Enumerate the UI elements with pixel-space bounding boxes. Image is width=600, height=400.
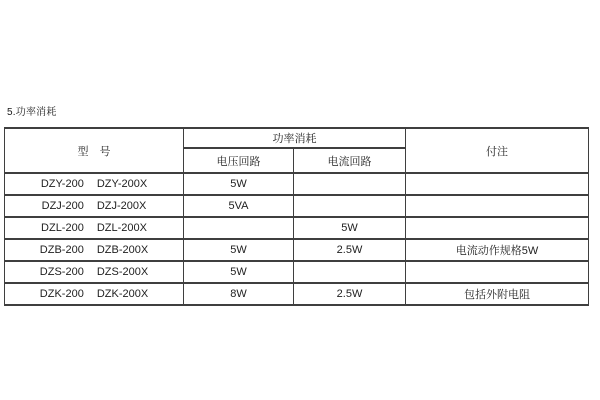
current-cell: 5W — [294, 217, 406, 239]
table-row — [5, 195, 589, 217]
voltage-cell: 5VA — [184, 195, 294, 217]
current-cell — [294, 261, 406, 283]
voltage-cell: 5W — [184, 173, 294, 195]
current-cell — [294, 173, 406, 195]
note-cell — [406, 261, 589, 283]
table-row — [5, 217, 589, 239]
model-variant: DZY-200X — [96, 178, 148, 190]
model-cell — [5, 239, 184, 261]
model-primary: DZB-200 — [39, 244, 84, 256]
note-cell — [406, 173, 589, 195]
voltage-cell — [184, 217, 294, 239]
table-row — [5, 239, 589, 261]
current-cell: 2.5W — [294, 239, 406, 261]
note-cell — [406, 217, 589, 239]
model-variant: DZL-200X — [96, 222, 147, 234]
table-row — [5, 283, 589, 305]
voltage-cell: 5W — [184, 261, 294, 283]
header-model: 型 号 — [5, 128, 184, 173]
header-voltage-circuit: 电压回路 — [184, 148, 294, 173]
model-cell — [5, 283, 184, 305]
model-variant: DZJ-200X — [96, 200, 147, 212]
header-current-circuit: 电流回路 — [294, 148, 406, 173]
model-variant: DZB-200X — [96, 244, 149, 256]
table-row — [5, 173, 589, 195]
model-cell — [5, 217, 184, 239]
section-title: 5.功率消耗 — [7, 107, 57, 118]
table-row — [5, 261, 589, 283]
voltage-cell: 5W — [184, 239, 294, 261]
table-header-row-1 — [5, 128, 589, 148]
model-primary: DZL-200 — [41, 222, 84, 234]
power-consumption-table — [4, 127, 589, 306]
model-primary: DZK-200 — [39, 288, 84, 300]
voltage-cell: 8W — [184, 283, 294, 305]
model-primary: DZY-200 — [40, 178, 84, 190]
model-primary: DZS-200 — [39, 266, 84, 278]
current-cell — [294, 195, 406, 217]
header-power-group: 功率消耗 — [184, 128, 406, 148]
model-variant: DZS-200X — [96, 266, 149, 278]
model-primary: DZJ-200 — [41, 200, 84, 212]
model-variant: DZK-200X — [96, 288, 149, 300]
note-cell: 电流动作规格5W — [406, 239, 589, 261]
note-cell: 包括外附电阻 — [406, 283, 589, 305]
header-note: 付注 — [406, 128, 589, 173]
model-cell — [5, 195, 184, 217]
model-cell — [5, 173, 184, 195]
note-cell — [406, 195, 589, 217]
current-cell: 2.5W — [294, 283, 406, 305]
model-cell — [5, 261, 184, 283]
